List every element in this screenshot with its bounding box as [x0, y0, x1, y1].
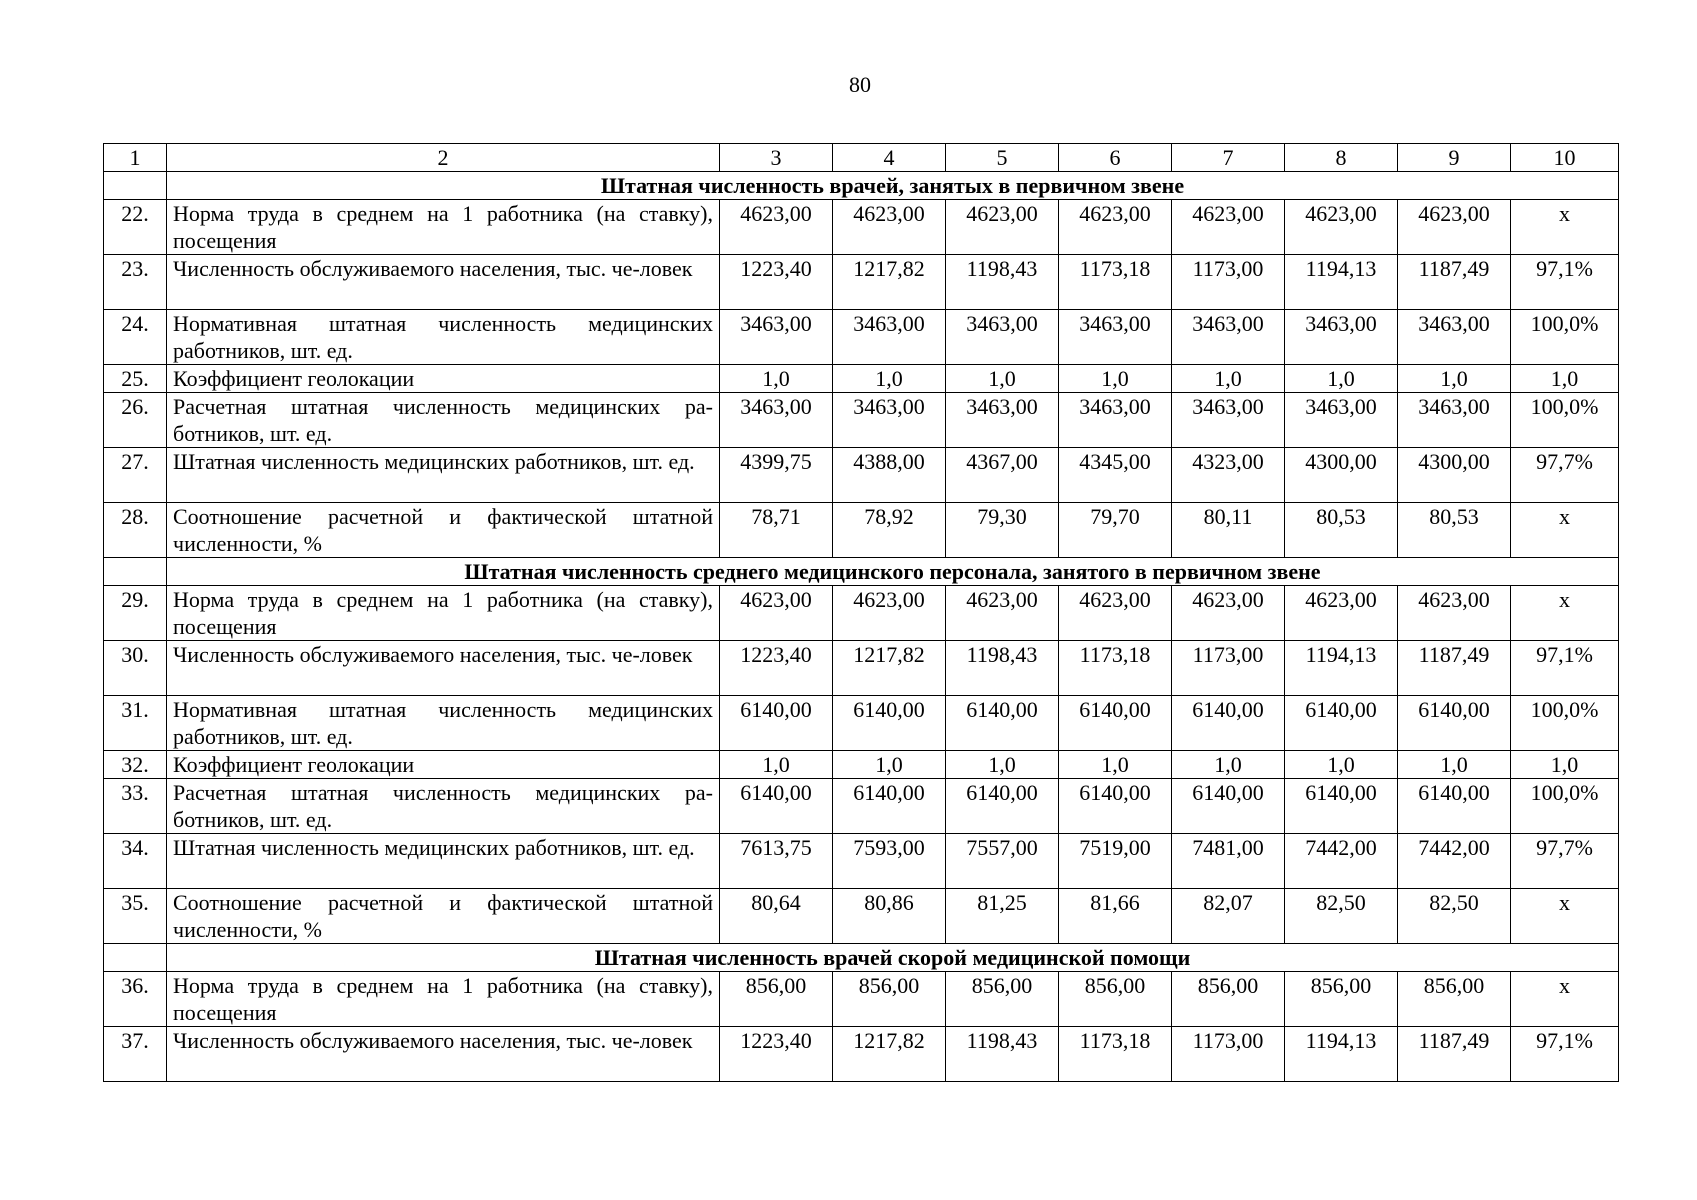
value-cell: 3463,00 [946, 393, 1059, 448]
value-cell: х [1511, 972, 1619, 1027]
value-cell: 4345,00 [1059, 448, 1172, 503]
value-cell: 1,0 [720, 365, 833, 393]
column-number: 8 [1285, 144, 1398, 172]
row-number: 25. [104, 365, 167, 393]
indicator-name: Соотношение расчетной и фактической штатной численности, % [167, 889, 720, 944]
value-cell: 3463,00 [1285, 310, 1398, 365]
row-number: 27. [104, 448, 167, 503]
value-cell: 1187,49 [1398, 641, 1511, 696]
value-cell: 82,50 [1398, 889, 1511, 944]
indicator-name: Численность обслуживаемого населения, тыс. че-ловек [167, 255, 720, 310]
value-cell: 856,00 [1172, 972, 1285, 1027]
value-cell: х [1511, 586, 1619, 641]
section-header-row [104, 172, 1619, 200]
column-number: 6 [1059, 144, 1172, 172]
value-cell: 7442,00 [1285, 834, 1398, 889]
value-cell: 4623,00 [833, 586, 946, 641]
section-header-row [104, 558, 1619, 586]
value-cell: 1173,00 [1172, 1027, 1285, 1082]
indicator-name: Численность обслуживаемого населения, тыс. че-ловек [167, 641, 720, 696]
value-cell: 4300,00 [1398, 448, 1511, 503]
table-row [104, 310, 1619, 365]
value-cell: 6140,00 [1172, 696, 1285, 751]
value-cell: 4388,00 [833, 448, 946, 503]
column-number: 2 [167, 144, 720, 172]
value-cell: 6140,00 [1285, 696, 1398, 751]
value-cell: 3463,00 [1172, 310, 1285, 365]
value-cell: 78,71 [720, 503, 833, 558]
value-cell: 3463,00 [720, 393, 833, 448]
value-cell: 4300,00 [1285, 448, 1398, 503]
value-cell: 3463,00 [1398, 393, 1511, 448]
value-cell: 3463,00 [833, 393, 946, 448]
value-cell: 78,92 [833, 503, 946, 558]
value-cell: 4623,00 [1059, 586, 1172, 641]
value-cell: 1,0 [946, 365, 1059, 393]
value-cell: 1,0 [1059, 365, 1172, 393]
value-cell: 6140,00 [833, 696, 946, 751]
indicator-name: Соотношение расчетной и фактической штатной численности, % [167, 503, 720, 558]
value-cell: 856,00 [1285, 972, 1398, 1027]
table-row [104, 1027, 1619, 1082]
value-cell: 4323,00 [1172, 448, 1285, 503]
value-cell: 1,0 [1398, 365, 1511, 393]
table-row [104, 779, 1619, 834]
indicator-name: Нормативная штатная численность медицинских работников, шт. ед. [167, 310, 720, 365]
value-cell: 1194,13 [1285, 255, 1398, 310]
value-cell: 1,0 [833, 365, 946, 393]
value-cell: 82,07 [1172, 889, 1285, 944]
value-cell: 1,0 [1172, 751, 1285, 779]
section-blank-cell [104, 172, 167, 200]
value-cell: 97,7% [1511, 834, 1619, 889]
value-cell: 856,00 [1398, 972, 1511, 1027]
value-cell: 1198,43 [946, 641, 1059, 696]
value-cell: 100,0% [1511, 779, 1619, 834]
value-cell: 3463,00 [1285, 393, 1398, 448]
value-cell: 7613,75 [720, 834, 833, 889]
value-cell: 1,0 [1285, 751, 1398, 779]
value-cell: 1198,43 [946, 1027, 1059, 1082]
value-cell: 6140,00 [1172, 779, 1285, 834]
value-cell: 97,1% [1511, 255, 1619, 310]
value-cell: 4623,00 [1285, 200, 1398, 255]
value-cell: 1,0 [1285, 365, 1398, 393]
value-cell: 7481,00 [1172, 834, 1285, 889]
value-cell: 4623,00 [720, 586, 833, 641]
table-row [104, 393, 1619, 448]
indicator-name: Расчетная штатная численность медицинских ра-ботников, шт. ед. [167, 779, 720, 834]
value-cell: 1217,82 [833, 1027, 946, 1082]
value-cell: 97,7% [1511, 448, 1619, 503]
value-cell: 1,0 [833, 751, 946, 779]
value-cell: 1223,40 [720, 641, 833, 696]
value-cell: 3463,00 [833, 310, 946, 365]
row-number: 35. [104, 889, 167, 944]
table-row [104, 834, 1619, 889]
value-cell: 97,1% [1511, 641, 1619, 696]
table-body [104, 144, 1619, 1082]
value-cell: 1173,18 [1059, 1027, 1172, 1082]
row-number: 30. [104, 641, 167, 696]
value-cell: 6140,00 [1398, 779, 1511, 834]
value-cell: 4623,00 [833, 200, 946, 255]
row-number: 29. [104, 586, 167, 641]
row-number: 36. [104, 972, 167, 1027]
section-title: Штатная численность врачей, занятых в первичном звене [167, 172, 1619, 200]
value-cell: 1173,18 [1059, 641, 1172, 696]
value-cell: 1,0 [1398, 751, 1511, 779]
value-cell: 6140,00 [1059, 696, 1172, 751]
value-cell: 6140,00 [946, 779, 1059, 834]
value-cell: 81,25 [946, 889, 1059, 944]
value-cell: 856,00 [833, 972, 946, 1027]
column-number: 3 [720, 144, 833, 172]
value-cell: 1223,40 [720, 255, 833, 310]
value-cell: 3463,00 [1172, 393, 1285, 448]
row-number: 23. [104, 255, 167, 310]
value-cell: 4623,00 [1398, 586, 1511, 641]
column-number: 1 [104, 144, 167, 172]
value-cell: 6140,00 [720, 779, 833, 834]
indicator-name: Норма труда в среднем на 1 работника (на ставку), посещения [167, 586, 720, 641]
value-cell: 1173,00 [1172, 641, 1285, 696]
value-cell: 1,0 [1172, 365, 1285, 393]
value-cell: 1173,00 [1172, 255, 1285, 310]
value-cell: 1198,43 [946, 255, 1059, 310]
value-cell: 1194,13 [1285, 1027, 1398, 1082]
row-number: 24. [104, 310, 167, 365]
value-cell: х [1511, 200, 1619, 255]
indicator-name: Численность обслуживаемого населения, тыс. че-ловек [167, 1027, 720, 1082]
indicator-name: Коэффициент геолокации [167, 365, 720, 393]
value-cell: 4623,00 [1172, 586, 1285, 641]
value-cell: 6140,00 [1059, 779, 1172, 834]
indicator-name: Штатная численность медицинских работников, шт. ед. [167, 448, 720, 503]
value-cell: 7442,00 [1398, 834, 1511, 889]
column-number: 5 [946, 144, 1059, 172]
value-cell: 4623,00 [1398, 200, 1511, 255]
section-header-row [104, 944, 1619, 972]
value-cell: 6140,00 [833, 779, 946, 834]
column-number: 10 [1511, 144, 1619, 172]
value-cell: 6140,00 [1285, 779, 1398, 834]
value-cell: 7593,00 [833, 834, 946, 889]
table-row [104, 586, 1619, 641]
value-cell: 4623,00 [946, 586, 1059, 641]
table-row [104, 696, 1619, 751]
table-row [104, 448, 1619, 503]
value-cell: 80,86 [833, 889, 946, 944]
value-cell: 1,0 [720, 751, 833, 779]
value-cell: х [1511, 889, 1619, 944]
value-cell: 80,64 [720, 889, 833, 944]
section-title: Штатная численность врачей скорой медицинской помощи [167, 944, 1619, 972]
table-row [104, 503, 1619, 558]
value-cell: 4367,00 [946, 448, 1059, 503]
value-cell: 6140,00 [1398, 696, 1511, 751]
value-cell: 1217,82 [833, 255, 946, 310]
value-cell: х [1511, 503, 1619, 558]
value-cell: 4623,00 [720, 200, 833, 255]
section-blank-cell [104, 944, 167, 972]
table-row [104, 365, 1619, 393]
indicator-name: Штатная численность медицинских работников, шт. ед. [167, 834, 720, 889]
value-cell: 4623,00 [1059, 200, 1172, 255]
value-cell: 80,53 [1398, 503, 1511, 558]
section-title: Штатная численность среднего медицинского персонала, занятого в первичном звене [167, 558, 1619, 586]
value-cell: 1194,13 [1285, 641, 1398, 696]
row-number: 37. [104, 1027, 167, 1082]
value-cell: 3463,00 [946, 310, 1059, 365]
value-cell: 4623,00 [1172, 200, 1285, 255]
column-number: 4 [833, 144, 946, 172]
value-cell: 3463,00 [1059, 393, 1172, 448]
table-row [104, 255, 1619, 310]
value-cell: 6140,00 [720, 696, 833, 751]
indicator-name: Нормативная штатная численность медицинских работников, шт. ед. [167, 696, 720, 751]
value-cell: 3463,00 [720, 310, 833, 365]
value-cell: 1217,82 [833, 641, 946, 696]
value-cell: 100,0% [1511, 393, 1619, 448]
value-cell: 100,0% [1511, 310, 1619, 365]
staffing-table [103, 143, 1619, 1082]
row-number: 34. [104, 834, 167, 889]
value-cell: 4623,00 [946, 200, 1059, 255]
value-cell: 856,00 [1059, 972, 1172, 1027]
row-number: 26. [104, 393, 167, 448]
value-cell: 100,0% [1511, 696, 1619, 751]
value-cell: 1173,18 [1059, 255, 1172, 310]
value-cell: 80,11 [1172, 503, 1285, 558]
table-row [104, 889, 1619, 944]
value-cell: 7557,00 [946, 834, 1059, 889]
row-number: 28. [104, 503, 167, 558]
value-cell: 79,70 [1059, 503, 1172, 558]
value-cell: 4399,75 [720, 448, 833, 503]
value-cell: 82,50 [1285, 889, 1398, 944]
table-row [104, 972, 1619, 1027]
value-cell: 1,0 [946, 751, 1059, 779]
value-cell: 6140,00 [946, 696, 1059, 751]
row-number: 33. [104, 779, 167, 834]
value-cell: 1187,49 [1398, 255, 1511, 310]
value-cell: 7519,00 [1059, 834, 1172, 889]
table-row [104, 200, 1619, 255]
value-cell: 856,00 [946, 972, 1059, 1027]
row-number: 22. [104, 200, 167, 255]
value-cell: 1,0 [1511, 365, 1619, 393]
value-cell: 4623,00 [1285, 586, 1398, 641]
row-number: 32. [104, 751, 167, 779]
section-blank-cell [104, 558, 167, 586]
table-row [104, 751, 1619, 779]
value-cell: 1,0 [1511, 751, 1619, 779]
value-cell: 79,30 [946, 503, 1059, 558]
value-cell: 3463,00 [1398, 310, 1511, 365]
indicator-name: Норма труда в среднем на 1 работника (на ставку), посещения [167, 972, 720, 1027]
indicator-name: Норма труда в среднем на 1 работника (на ставку), посещения [167, 200, 720, 255]
row-number: 31. [104, 696, 167, 751]
value-cell: 3463,00 [1059, 310, 1172, 365]
column-number: 9 [1398, 144, 1511, 172]
value-cell: 1,0 [1059, 751, 1172, 779]
indicator-name: Расчетная штатная численность медицинских ра-ботников, шт. ед. [167, 393, 720, 448]
value-cell: 80,53 [1285, 503, 1398, 558]
value-cell: 1187,49 [1398, 1027, 1511, 1082]
column-number: 7 [1172, 144, 1285, 172]
table-row [104, 641, 1619, 696]
page-number: 80 [849, 72, 871, 97]
indicator-name: Коэффициент геолокации [167, 751, 720, 779]
value-cell: 856,00 [720, 972, 833, 1027]
value-cell: 1223,40 [720, 1027, 833, 1082]
value-cell: 81,66 [1059, 889, 1172, 944]
column-number-row [104, 144, 1619, 172]
value-cell: 97,1% [1511, 1027, 1619, 1082]
